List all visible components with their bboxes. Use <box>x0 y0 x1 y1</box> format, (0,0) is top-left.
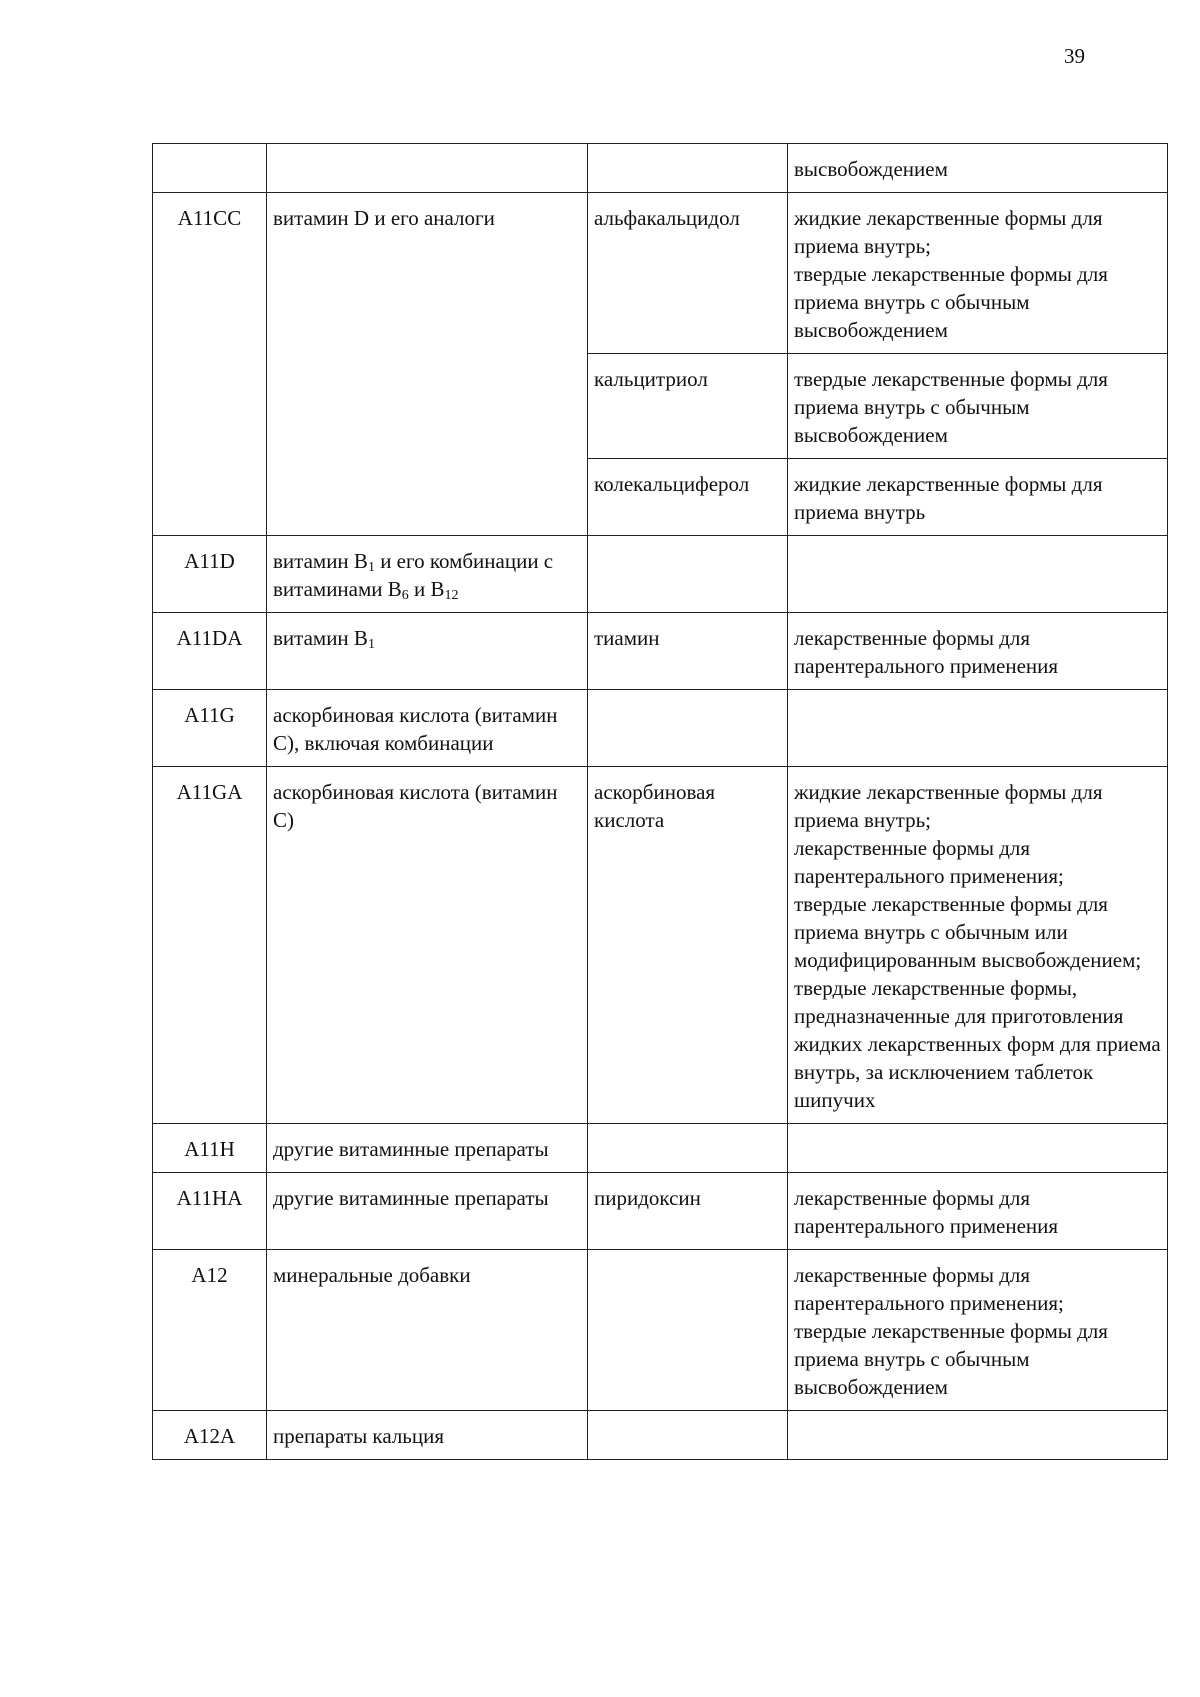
dosage-form-line: лекарственные формы для парентерального применения <box>794 1186 1059 1238</box>
table-row <box>153 1411 1168 1460</box>
dosage-forms-cell <box>788 1250 1168 1411</box>
table-row <box>153 1124 1168 1173</box>
dosage-form-line: твердые лекарственные формы, предназначенные для приготовления жидких лекарственных форм для приема внутрь, за исключением таблеток шипучих <box>794 976 1161 1112</box>
atc-code-cell <box>153 144 267 193</box>
dosage-form-line: высвобождением <box>794 157 948 181</box>
atc-code-cell: A11HA <box>153 1173 267 1250</box>
dosage-form-line: жидкие лекарственные формы для приема внутрь; <box>794 780 1103 832</box>
group-cell: препараты кальция <box>267 1411 588 1460</box>
dosage-forms-cell <box>788 613 1168 690</box>
dosage-form-line: лекарственные формы для парентерального применения <box>794 626 1059 678</box>
drug-list-table <box>152 143 1168 1460</box>
dosage-form-line: лекарственные формы для парентерального применения; <box>794 1263 1064 1315</box>
group-text: витамин B <box>273 626 368 650</box>
group-cell: аскорбиновая кислота (витамин С) <box>267 767 588 1124</box>
page-number: 39 <box>1064 44 1085 68</box>
table-row <box>153 1173 1168 1250</box>
dosage-form-line: твердые лекарственные формы для приема внутрь с обычным высвобождением <box>794 262 1108 342</box>
drug-cell <box>588 144 788 193</box>
atc-code-cell: A11D <box>153 536 267 613</box>
table-row <box>153 613 1168 690</box>
subscript: 6 <box>401 588 409 603</box>
atc-code-cell: A11G <box>153 690 267 767</box>
group-cell <box>267 536 588 613</box>
drug-cell <box>588 1411 788 1460</box>
dosage-form-line: твердые лекарственные формы для приема внутрь с обычным или модифицированным высвобождением; <box>794 892 1142 972</box>
group-cell <box>267 613 588 690</box>
atc-code-cell: A11H <box>153 1124 267 1173</box>
drug-cell: аскорбиновая кислота <box>588 767 788 1124</box>
dosage-forms-cell <box>788 193 1168 354</box>
drug-cell <box>588 1124 788 1173</box>
subscript: 1 <box>367 560 375 575</box>
group-cell: витамин D и его аналоги <box>267 193 588 536</box>
dosage-form-line: лекарственные формы для парентерального применения; <box>794 836 1064 888</box>
dosage-form-line: твердые лекарственные формы для приема внутрь с обычным высвобождением <box>794 367 1108 447</box>
atc-code-cell: A11DA <box>153 613 267 690</box>
group-text: и B <box>408 577 445 601</box>
dosage-forms-cell <box>788 144 1168 193</box>
subscript: 1 <box>367 637 375 652</box>
table-row <box>153 193 1168 354</box>
atc-code-cell: A11GA <box>153 767 267 1124</box>
table-row <box>153 536 1168 613</box>
group-cell: другие витаминные препараты <box>267 1124 588 1173</box>
drug-cell: колекальциферол <box>588 459 788 536</box>
dosage-forms-cell <box>788 354 1168 459</box>
dosage-form-line: твердые лекарственные формы для приема внутрь с обычным высвобождением <box>794 1319 1108 1399</box>
drug-cell <box>588 690 788 767</box>
group-text: и его комбинации с витаминами B <box>273 549 554 601</box>
dosage-forms-cell <box>788 767 1168 1124</box>
group-cell: аскорбиновая кислота (витамин С), включая комбинации <box>267 690 588 767</box>
drug-cell <box>588 536 788 613</box>
dosage-form-line: жидкие лекарственные формы для приема внутрь <box>794 472 1103 524</box>
drug-cell: кальцитриол <box>588 354 788 459</box>
drug-cell: пиридоксин <box>588 1173 788 1250</box>
drug-cell: альфакальцидол <box>588 193 788 354</box>
dosage-forms-cell <box>788 690 1168 767</box>
group-cell: минеральные добавки <box>267 1250 588 1411</box>
drug-cell: тиамин <box>588 613 788 690</box>
atc-code-cell: A12A <box>153 1411 267 1460</box>
group-cell <box>267 144 588 193</box>
table-row <box>153 144 1168 193</box>
subscript: 12 <box>444 588 459 603</box>
drug-cell <box>588 1250 788 1411</box>
dosage-forms-cell <box>788 1173 1168 1250</box>
group-text: витамин B <box>273 549 368 573</box>
dosage-forms-cell <box>788 1411 1168 1460</box>
dosage-forms-cell <box>788 536 1168 613</box>
dosage-forms-cell <box>788 1124 1168 1173</box>
table-row <box>153 767 1168 1124</box>
group-cell: другие витаминные препараты <box>267 1173 588 1250</box>
dosage-form-line: жидкие лекарственные формы для приема внутрь; <box>794 206 1103 258</box>
atc-code-cell: A12 <box>153 1250 267 1411</box>
table-row <box>153 690 1168 767</box>
dosage-forms-cell <box>788 459 1168 536</box>
table-row <box>153 1250 1168 1411</box>
atc-code-cell: A11CC <box>153 193 267 536</box>
